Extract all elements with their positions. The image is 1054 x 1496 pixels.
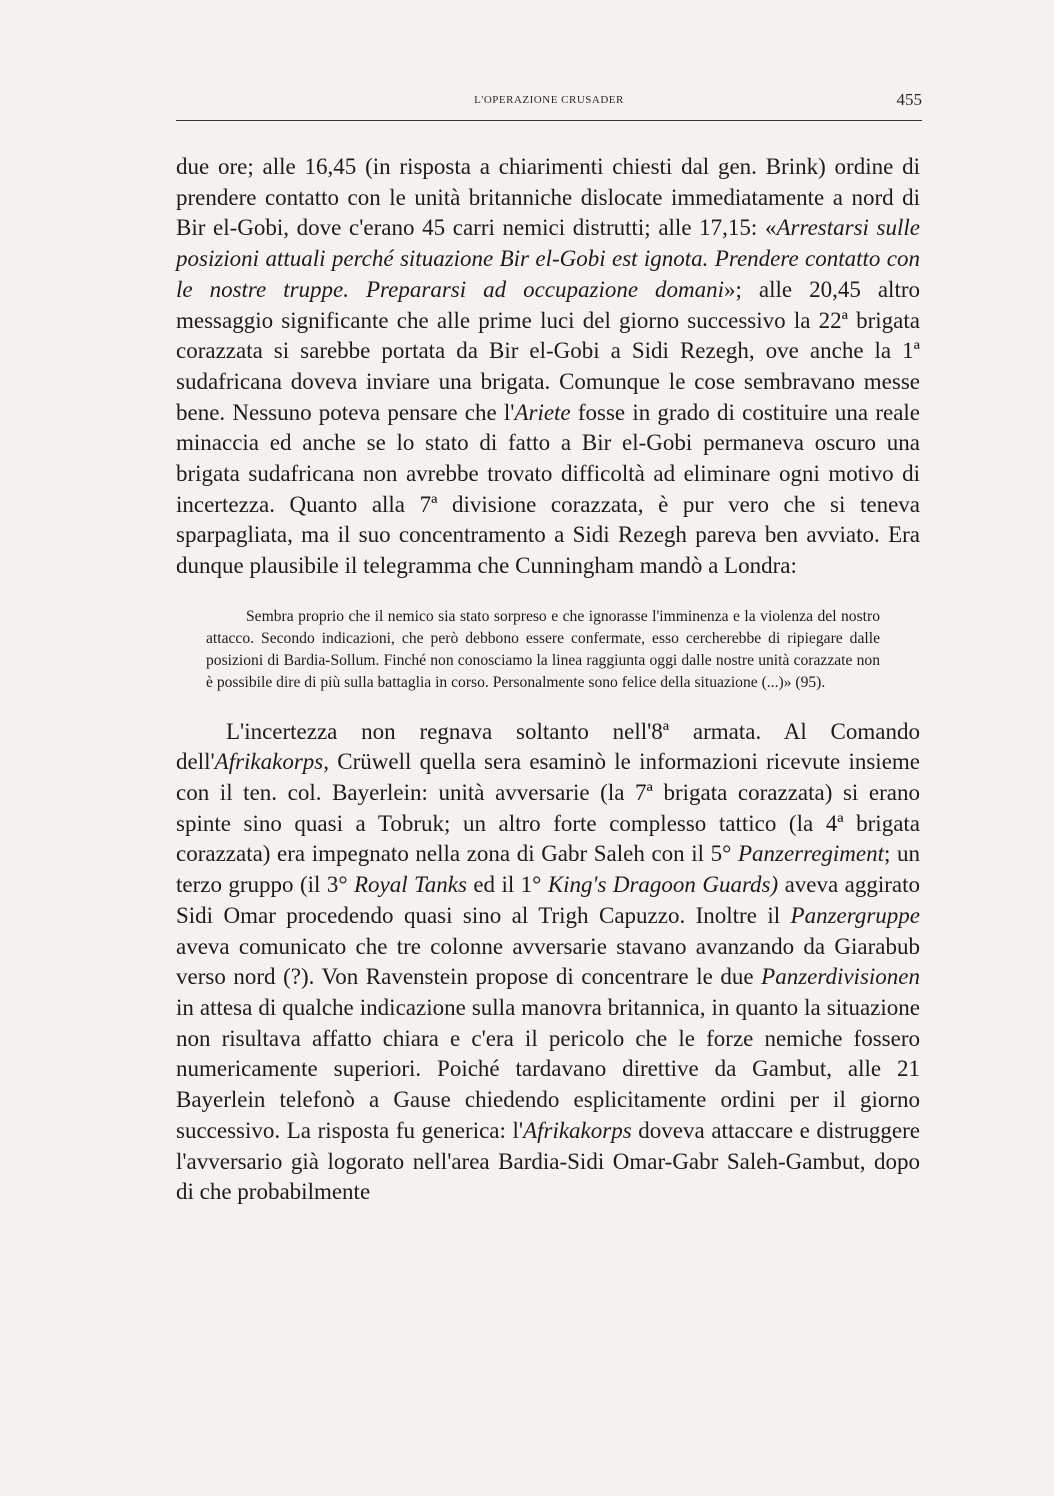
paragraph-2-text: ed il 1° (466, 872, 548, 898)
italic-term: Panzergruppe (790, 902, 920, 928)
italic-ariete: Ariete (514, 399, 571, 425)
page-number: 455 (896, 90, 922, 109)
paragraph-2-text: doveva attaccare e distruggere l'avversario già logorato nell'area Bardia-Sidi Omar-Gabr Saleh-Gambut, dopo di che probabilmente (176, 1117, 920, 1205)
italic-term: Royal Tanks (353, 872, 467, 898)
paragraph-2-text: L'incertezza non regnava soltanto nell'8ª armata. Al Comando dell' (176, 718, 920, 775)
paragraph-2-text: aveva comunicato che tre colonne avversarie stavano avanzando da Giarabub verso nord (?). Von Ravenstein propose di concentrare le due (176, 933, 920, 990)
italic-term: Panzerregiment (737, 841, 885, 867)
italic-term: Panzerdivisionen (761, 964, 920, 990)
page-header (176, 92, 922, 114)
italic-term: Afrikakorps (214, 749, 324, 775)
italic-term: Afrikakorps (523, 1117, 632, 1143)
paragraph-2-text: ; un terzo gruppo (il 3° (176, 841, 921, 898)
paragraph-1-text: fosse in grado di costituire una reale minaccia ed anche se lo stato di fatto a Bir el-Gobi permaneva oscuro una brigata sudafricana non avrebbe trovato difficoltà ad eliminare ogni motivo di incertezza. Quanto alla 7ª divisione corazzata, è pur vero che si teneva sparpagliata, ma il suo concentramento a Sidi Rezegh pareva ben avviato. Era dunque plausibile il telegramma che Cunningham mandò a Londra: (176, 399, 920, 579)
header-rule (176, 120, 922, 121)
paragraph-2-text: , Crüwell quella sera esaminò le informazioni ricevute insieme con il ten. col. Bayerlein: unità avversarie (la 7ª brigata corazzata) si erano spinte sino quasi a Tobruk; un altro forte complesso tattico (la 4ª brigata corazzata) era impegnato nella zona di Gabr Saleh con il 5° (176, 749, 920, 867)
paragraph-2-text: aveva aggirato Sidi Omar procedendo quasi sino al Trigh Capuzzo. Inoltre il (176, 872, 920, 928)
body-text (176, 152, 920, 1208)
italic-term: King's Dragoon Guards) (547, 872, 779, 898)
paragraph-2 (176, 717, 920, 1208)
running-title: L'OPERAZIONE CRUSADER (474, 94, 624, 106)
block-quote: Sembra proprio che il nemico sia stato sorpreso e che ignorasse l'imminenza e la violenza del nostro attacco. Secondo indicazioni, che però debbono essere confermate, esso cercherebbe di ripiegare dalle posizioni di Bardia-Sollum. Finché non conosciamo la linea raggiunta oggi dalle nostre unità corazzate non è possibile dire di più sulla battaglia in corso. Personalmente sono felice della situazione (...)» (95). (206, 607, 880, 692)
paragraph-1-text: »; alle 20,45 altro messaggio significante che alle prime luci del giorno successivo la 22ª brigata corazzata si sarebbe portata da Bir el-Gobi a Sidi Rezegh, ove anche la 1ª sudafricana doveva inviare una brigata. Comunque le cose sembravano messe bene. Nessuno poteva pensare che l' (176, 276, 920, 425)
quoted-order: Arrestarsi sulle posizioni attuali perché situazione Bir el-Gobi est ignota. Prendere contatto con le nostre truppe. Prepararsi ad occupazione domani (176, 215, 920, 302)
paragraph-2-text: in attesa di qualche indicazione sulla manovra britannica, in quanto la situazione non risultava affatto chiara e c'era il pericolo che le forze nemiche fossero numericamente superiori. Poiché tardavano direttive da Gambut, alle 21 Bayerlein telefonò a Gause chiedendo esplicitamente ordini per il giorno successivo. La risposta fu generica: l' (176, 994, 920, 1143)
paragraph-1-text: due ore; alle 16,45 (in risposta a chiarimenti chiesti dal gen. Brink) ordine di prendere contatto con le unità britanniche dislocate immediatamente a nord di Bir el-Gobi, dove c'erano 45 carri nemici distrutti; alle 17,15: « (176, 154, 920, 241)
paragraph-1 (176, 152, 920, 582)
